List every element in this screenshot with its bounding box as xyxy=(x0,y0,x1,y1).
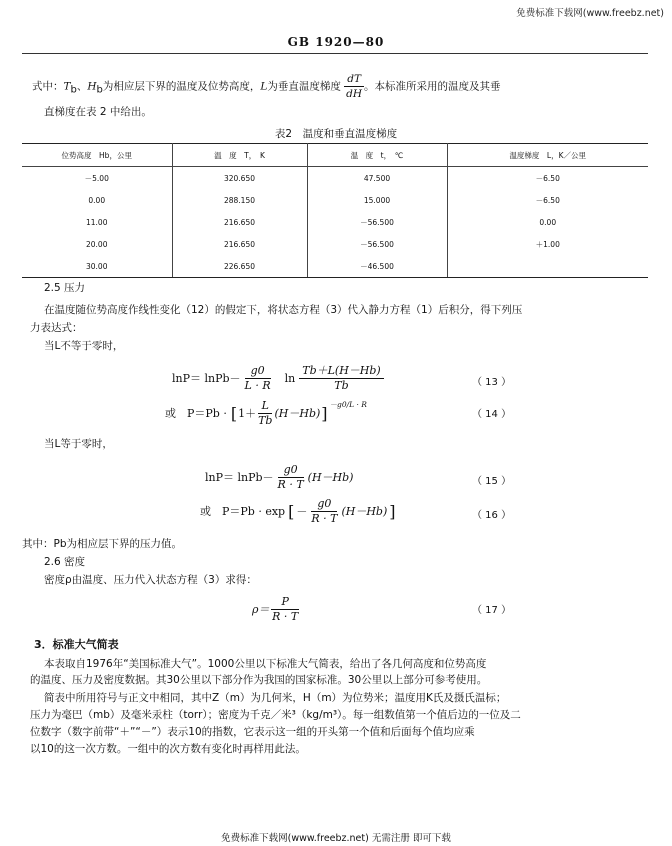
pb-note: 其中：Pb为相应层下界的压力值。 xyxy=(22,538,182,550)
eq14-body: 1＋ xyxy=(238,407,257,420)
intro-mid: 为相应层下界的温度及位势高度， xyxy=(102,80,261,93)
eq15-lhs: lnP＝ lnPb－ xyxy=(205,471,274,484)
watermark-header: 免费标准下载网(www.freebz.net) xyxy=(516,8,664,19)
intro-line-1 xyxy=(32,72,500,101)
eq16-number: （ 16 ） xyxy=(472,510,512,521)
table-cell: 11.00 xyxy=(22,211,172,233)
section-3-p2a: 简表中所用符号与正文中相同，其中Z（m）为几何米，H（m）为位势米；温度用K氏及摄氏温标； xyxy=(44,692,507,704)
eq13-frac-1 xyxy=(245,364,271,393)
document-code: GB 1920—80 xyxy=(287,35,385,49)
eq17-frac xyxy=(271,595,298,624)
eq16-right-bracket: ] xyxy=(389,501,396,521)
eq13-frac-2 xyxy=(299,364,384,393)
table-cell: 216.650 xyxy=(172,233,307,255)
table-caption: 表2 温度和垂直温度梯度 xyxy=(274,128,398,140)
table-row xyxy=(22,167,648,190)
eq14-right-bracket: ] xyxy=(321,403,328,423)
eq14-paren: (H－Hb) xyxy=(274,407,321,420)
table-cell: 226.650 xyxy=(172,255,307,278)
table-cell: －56.500 xyxy=(307,211,447,233)
section-3-p1b: 的温度、压力及密度数据。其30公里以下部分作为我国的国家标准。30公里以上部分可参考使用。 xyxy=(30,674,488,686)
hb-symbol: H xyxy=(87,80,97,93)
frac-numerator: dT xyxy=(344,72,364,87)
eq15-number: （ 15 ） xyxy=(472,476,512,487)
section-2-5-para-cont: 力表达式： xyxy=(30,322,83,334)
hb-subscript: b xyxy=(96,84,103,96)
case-l-zero: 当L等于零时， xyxy=(44,438,113,450)
eq13-ln: ln xyxy=(284,371,296,385)
temperature-table xyxy=(22,143,648,278)
table-row xyxy=(22,233,648,255)
tb-symbol: T xyxy=(63,80,71,93)
table-cell: －6.50 xyxy=(535,195,560,205)
eq16-rt: R · T xyxy=(311,511,338,525)
eq17-number: （ 17 ） xyxy=(472,605,512,616)
table-cell: －56.500 xyxy=(307,233,447,255)
dt-dh-fraction xyxy=(344,72,364,101)
table-cell: 320.650 xyxy=(172,167,307,190)
eq13-numerator: Tb＋L(H－Hb) xyxy=(299,364,384,379)
eq16-g0: g0 xyxy=(311,497,337,512)
table-cell: －46.500 xyxy=(307,255,447,278)
equation-15 xyxy=(205,460,353,494)
table-row xyxy=(22,255,648,278)
table-cell: －6.50 xyxy=(535,173,560,183)
header-rule xyxy=(22,53,648,54)
intro-end: 。本标准所采用的温度及其垂 xyxy=(363,80,501,93)
table-header-row xyxy=(22,144,648,167)
table-cell: 0.00 xyxy=(539,217,557,227)
eq14-tb: Tb xyxy=(258,413,273,427)
table-cell: 288.150 xyxy=(172,189,307,211)
eq14-frac xyxy=(258,399,272,428)
table-cell: 15.000 xyxy=(307,189,447,211)
eq15-rt: R · T xyxy=(277,477,304,491)
table-cell xyxy=(447,255,648,278)
intro-prefix: 式中： xyxy=(32,80,64,93)
equation-13 xyxy=(172,360,384,396)
equation-16: 或 P＝Pb · exp [ － $\frac{g0}{R \cdot T}$ (H－Hb) ] xyxy=(200,496,396,525)
footer-watermark: 免费标准下载网(www.freebz.net) 无需注册 即可下载 xyxy=(221,833,451,844)
frac-denominator: dH xyxy=(346,88,363,100)
section-3-p2d: 以10的这一次方数。一组中的次方数有变化时再样用此法。 xyxy=(30,743,306,755)
table-cell: 216.650 xyxy=(172,211,307,233)
eq13-number: （ 13 ） xyxy=(472,377,512,388)
eq14-number: （ 14 ） xyxy=(472,409,512,420)
eq14-left-bracket: [ xyxy=(230,403,238,423)
case-l-nonzero: 当L不等于零时， xyxy=(44,340,124,352)
intro-comma: 、 xyxy=(76,80,88,93)
l-symbol: L xyxy=(260,80,268,93)
table-cell: 0.00 xyxy=(22,189,172,211)
col-header-temp-c: 温 度 t， ℃ xyxy=(307,144,447,167)
eq13-g0: g0 xyxy=(245,364,271,379)
eq16-lead: 或 P＝Pb · exp xyxy=(200,505,286,518)
eq14-lead: 或 P＝Pb · xyxy=(165,407,227,420)
equation-17 xyxy=(252,592,299,626)
eq16-left-bracket: [ xyxy=(288,501,295,521)
eq14-exponent: －g0/L · R xyxy=(329,399,367,409)
section-3-title: 3．标准大气简表 xyxy=(34,638,119,651)
eq16-tail: (H－Hb) xyxy=(341,505,388,518)
tb-subscript: b xyxy=(70,84,77,96)
col-header-geopotential: 位势高度 Hb，公里 xyxy=(22,144,172,167)
eq17-numerator: P xyxy=(271,595,298,610)
intro-mid2: 为垂直温度梯度 xyxy=(267,80,341,93)
section-2-6-title: 2.6 密度 xyxy=(44,556,86,568)
table-row xyxy=(22,189,648,211)
section-3-p2b: 压力为毫巴（mb）及毫米汞柱（torr）；密度为千克／米³（kg/m³）。每一组数值第一个值后边的一位及二 xyxy=(30,709,521,721)
col-header-gradient: 温度梯度 L，K／公里 xyxy=(509,150,587,160)
table-cell: ＋1.00 xyxy=(535,239,560,249)
table-row xyxy=(22,211,648,233)
table-cell: 20.00 xyxy=(22,233,172,255)
section-2-6-para: 密度ρ由温度、压力代入状态方程（3）求得： xyxy=(44,574,257,586)
eq13-denominator: Tb xyxy=(334,378,349,392)
col-header-temp-k: 温 度 T， K xyxy=(172,144,307,167)
eq15-g0: g0 xyxy=(278,463,304,478)
section-3-p1a: 本表取自1976年“美国标准大气”。1000公里以下标准大气简表，给出了各几何高度和位势高度 xyxy=(44,658,487,670)
table-cell: －5.00 xyxy=(22,167,172,190)
equation-14 xyxy=(165,396,367,430)
section-2-5-title: 2.5 压力 xyxy=(44,282,86,294)
eq17-lhs: ρ＝ xyxy=(252,603,270,616)
eq15-tail: (H－Hb) xyxy=(307,471,354,484)
table-cell: 47.500 xyxy=(307,167,447,190)
intro-line-2: 直梯度在表 2 中给出。 xyxy=(44,106,152,118)
table-cell: 30.00 xyxy=(22,255,172,278)
eq17-denominator: R · T xyxy=(272,609,299,623)
eq13-lr: L · R xyxy=(244,378,271,392)
eq13-lhs: lnP＝ lnPb－ xyxy=(172,372,241,385)
eq14-l: L xyxy=(258,399,272,414)
eq15-frac xyxy=(278,463,304,492)
section-3-p2c: 位数字（数字前带“＋”“－”）表示10的指数，它表示这一组的开头第一个值和后面每个值均应乘 xyxy=(30,726,475,738)
section-2-5-para: 在温度随位势高度作线性变化（12）的假定下，将状态方程（3）代入静力方程（1）后积分，得下列压 xyxy=(44,304,523,316)
eq16-frac xyxy=(311,497,337,526)
